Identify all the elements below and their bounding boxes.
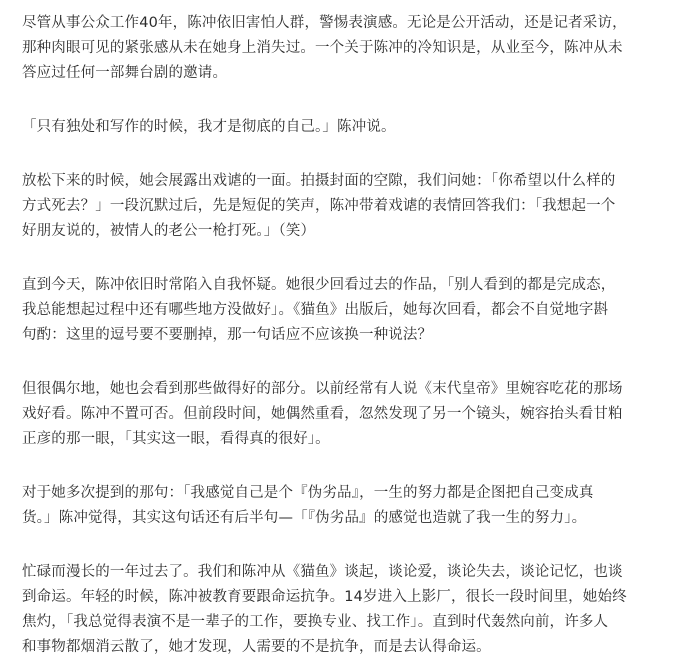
text-line: 好朋友说的，被情人的老公一枪打死。」（笑） (22, 223, 316, 239)
text-line: 忙碌而漫长的一年过去了。我们和陈冲从《猫鱼》谈起，谈论爱，谈论失去，谈论记忆，也谈 (22, 564, 623, 580)
paragraph-4 (22, 273, 672, 348)
text-line: 尽管从事公众工作40年，陈冲依旧害怕人群，警惕表演感。无论是公开活动，还是记者采访， (22, 15, 627, 31)
text-line: 戏好看。陈冲不置可否。但前段时间，她偶然重看，忽然发现了另一个镜头，婉容抬头看甘粕 (22, 406, 623, 422)
text-line: 和事物都烟消云散了，她才发现，人需要的不是抗争，而是去认得命运。 (22, 639, 491, 655)
text-line: 焦灼，「我总觉得表演不是一辈子的工作，要换专业、找工作」。直到时代轰然向前，许多人 (22, 614, 609, 630)
text-line: 那种肉眼可见的紧张感从未在她身上消失过。一个关于陈冲的冷知识是，从业至今，陈冲从未 (22, 40, 623, 56)
text-line: 货。」陈冲觉得，其实这句话还有后半句—「『伪劣品』的感觉也造就了我一生的努力」。 (22, 510, 587, 526)
paragraph-5 (22, 377, 672, 452)
paragraph-3 (22, 169, 672, 244)
paragraph-2 (22, 115, 672, 140)
article-body (22, 11, 672, 660)
text-line: 我总能想起过程中还有哪些地方没做好」。《猫鱼》出版后，她每次回看，都会不自觉地字斟 (22, 302, 609, 318)
text-line: 正彦的那一眼，「其实这一眼，看得真的很好」。 (22, 431, 330, 447)
paragraph-7 (22, 560, 672, 660)
paragraph-6 (22, 481, 672, 531)
text-line: 对于她多次提到的那句：「我感觉自己是个『伪劣品』，一生的努力都是企图把自己变成真 (22, 485, 594, 501)
paragraph-1 (22, 11, 672, 86)
text-line: 「只有独处和写作的时候，我才是彻底的自己。」陈冲说。 (22, 119, 396, 135)
text-line: 答应过任何一部舞台剧的邀请。 (22, 65, 228, 81)
text-line: 方式死去？」一段沉默过后，先是短促的笑声，陈冲带着戏谑的表情回答我们：「我想起一个 (22, 198, 616, 214)
text-line: 直到今天，陈冲依旧时常陷入自我怀疑。她很少回看过去的作品，「别人看到的都是完成态， (22, 277, 616, 293)
text-line: 但很偶尔地，她也会看到那些做得好的部分。以前经常有人说《末代皇帝》里婉容吃花的那场 (22, 381, 623, 397)
text-line: 到命运。年轻的时候，陈冲被教育要跟命运抗争。14岁进入上影厂，很长一段时间里，她始终 (22, 589, 627, 605)
text-line: 放松下来的时候，她会展露出戏谑的一面。拍摄封面的空隙，我们问她：「你希望以什么样的 (22, 173, 616, 189)
text-line: 句酌：这里的逗号要不要删掉，那一句话应不应该换一种说法？ (22, 327, 433, 343)
